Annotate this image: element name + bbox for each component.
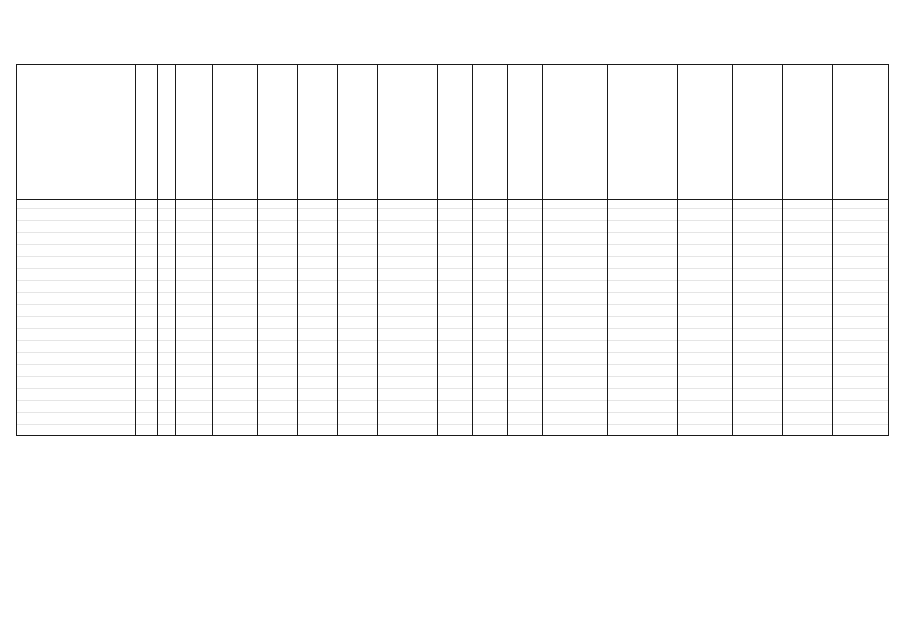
column-divider (607, 65, 608, 435)
column-divider (175, 65, 176, 435)
column-divider (732, 65, 733, 435)
column-divider (157, 65, 158, 435)
column-divider (677, 65, 678, 435)
column-divider (257, 65, 258, 435)
column-divider (437, 65, 438, 435)
column-divider (542, 65, 543, 435)
column-divider (507, 65, 508, 435)
data-table (16, 64, 889, 436)
column-number-row (17, 187, 888, 200)
column-divider (472, 65, 473, 435)
table-header (17, 65, 888, 188)
column-divider (337, 65, 338, 435)
column-divider (135, 65, 136, 435)
column-divider (377, 65, 378, 435)
column-divider (212, 65, 213, 435)
column-divider (782, 65, 783, 435)
column-divider (297, 65, 298, 435)
column-divider (832, 65, 833, 435)
